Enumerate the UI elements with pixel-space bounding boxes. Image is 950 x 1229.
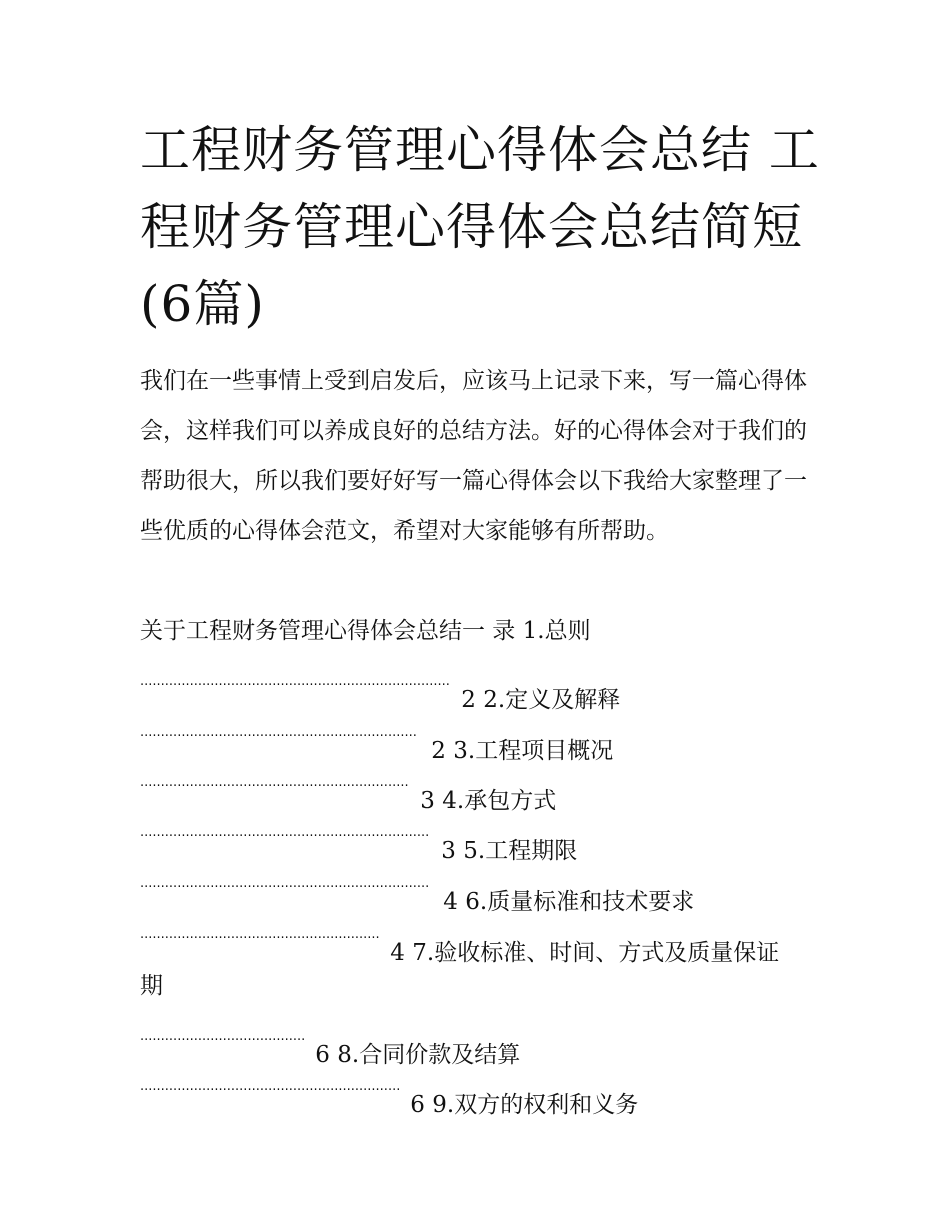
toc-entry-text: 4 7.验收标准、时间、方式及质量保证 [383, 940, 780, 966]
toc-entry-text: 3 4.承包方式 [413, 788, 557, 814]
document-title: 工程财务管理心得体会总结 工程财务管理心得体会总结简短(6篇) [140, 121, 820, 333]
toc-entry-text: 2 3.工程项目概况 [424, 738, 614, 764]
toc-intro-line: 关于工程财务管理心得体会总结一 录 1.总则 [140, 618, 591, 644]
toc-entry-text: 2 2.定义及解释 [454, 687, 621, 713]
toc-line [140, 1062, 638, 1130]
toc-leader-dots: ................................................................... [140, 725, 417, 740]
toc-leader-dots: ................................................................. [140, 775, 409, 790]
toc-line [140, 961, 163, 1011]
toc-entry-text: 期 [140, 973, 163, 999]
toc-entry-text: 6 9.双方的权利和义务 [403, 1092, 639, 1118]
toc-leader-dots: ........................................ [140, 1029, 306, 1044]
intro-paragraph: 我们在一些事情上受到启发后，应该马上记录下来，写一篇心得体会，这样我们可以养成良好的总结方法。好的心得体会对于我们的帮助很大，所以我们要好好写一篇心得体会以下我给大家整理了一些优质的心得体会范文，希望对大家能够有所帮助。 [140, 368, 807, 544]
toc-leader-dots: .......................................................... [140, 927, 380, 942]
toc-leader-dots: ............................................................... [140, 1079, 401, 1094]
toc-leader-dots: ........................................................................... [140, 674, 450, 689]
toc-line [140, 910, 779, 978]
toc-entry-text: 3 5.工程期限 [434, 838, 578, 864]
toc-leader-dots: ...................................................................... [140, 825, 430, 840]
toc-entry-text: 4 6.质量标准和技术要求 [436, 889, 695, 915]
toc-leader-dots: ...................................................................... [140, 876, 430, 891]
toc-entry-text: 6 8.合同价款及结算 [308, 1042, 521, 1068]
